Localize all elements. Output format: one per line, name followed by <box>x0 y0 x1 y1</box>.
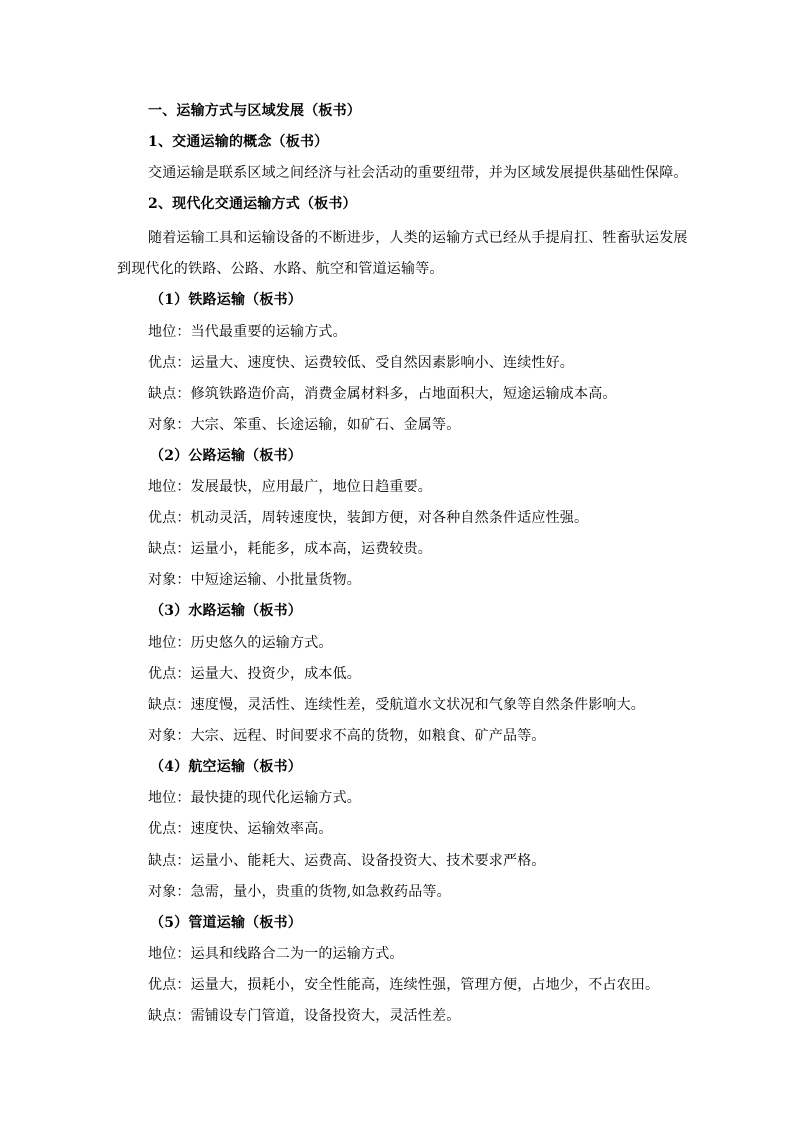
railway-advantages: 优点：运量大、速度快、运费较低、受自然因素影响小、连续性好。 <box>148 355 574 371</box>
air-advantages: 优点：速度快、运输效率高。 <box>148 821 333 837</box>
pipeline-heading: （5）管道运输（板书） <box>150 915 302 931</box>
road-objects: 对象：中短途运输、小批量货物。 <box>148 572 361 588</box>
air-status: 地位：最快捷的现代化运输方式。 <box>148 790 361 806</box>
railway-disadvantages: 缺点：修筑铁路造价高，消费金属材料多，占地面积大，短途运输成本高。 <box>148 386 617 402</box>
railway-heading: （1）铁路运输（板书） <box>150 292 302 308</box>
water-status: 地位：历史悠久的运输方式。 <box>148 635 333 651</box>
section1-heading: 1、交通运输的概念（板书） <box>148 134 329 150</box>
railway-objects: 对象：大宗、笨重、长途运输，如矿石、金属等。 <box>148 417 461 433</box>
railway-status: 地位：当代最重要的运输方式。 <box>148 324 347 340</box>
road-status: 地位：发展最快，应用最广，地位日趋重要。 <box>148 479 432 495</box>
water-advantages: 优点：运量大、投资少，成本低。 <box>148 666 361 682</box>
main-heading: 一、运输方式与区域发展（板书） <box>148 103 361 119</box>
pipeline-advantages: 优点：运量大，损耗小，安全性能高，连续性强，管理方便，占地少，不占农田。 <box>148 977 660 993</box>
water-heading: （3）水路运输（板书） <box>150 603 302 619</box>
section1-paragraph: 交通运输是联系区域之间经济与社会活动的重要纽带，并为区域发展提供基础性保障。 <box>148 165 688 181</box>
pipeline-disadvantages: 缺点：需铺设专门管道，设备投资大，灵活性差。 <box>148 1008 461 1024</box>
road-advantages: 优点：机动灵活，周转速度快，装卸方便，对各种自然条件适应性强。 <box>148 510 589 526</box>
road-disadvantages: 缺点：运量小，耗能多，成本高，运费较贵。 <box>148 541 432 557</box>
air-objects: 对象：急需，量小，贵重的货物,如急救药品等。 <box>148 884 451 900</box>
road-heading: （2）公路运输（板书） <box>150 448 302 464</box>
pipeline-status: 地位：运具和线路合二为一的运输方式。 <box>148 946 404 962</box>
air-heading: （4）航空运输（板书） <box>150 759 302 775</box>
section2-paragraph-line1: 随着运输工具和运输设备的不断进步，人类的运输方式已经从手提肩扛、牲畜驮运发展 <box>148 230 688 246</box>
section2-heading: 2、现代化交通运输方式（板书） <box>148 196 357 212</box>
water-objects: 对象：大宗、远程、时间要求不高的货物，如粮食、矿产品等。 <box>148 728 546 744</box>
air-disadvantages: 缺点：运量小、能耗大、运费高、设备投资大、技术要求严格。 <box>148 853 546 869</box>
section2-paragraph-line2: 到现代化的铁路、公路、水路、航空和管道运输等。 <box>117 261 444 277</box>
water-disadvantages: 缺点：速度慢，灵活性、连续性差，受航道水文状况和气象等自然条件影响大。 <box>148 697 645 713</box>
